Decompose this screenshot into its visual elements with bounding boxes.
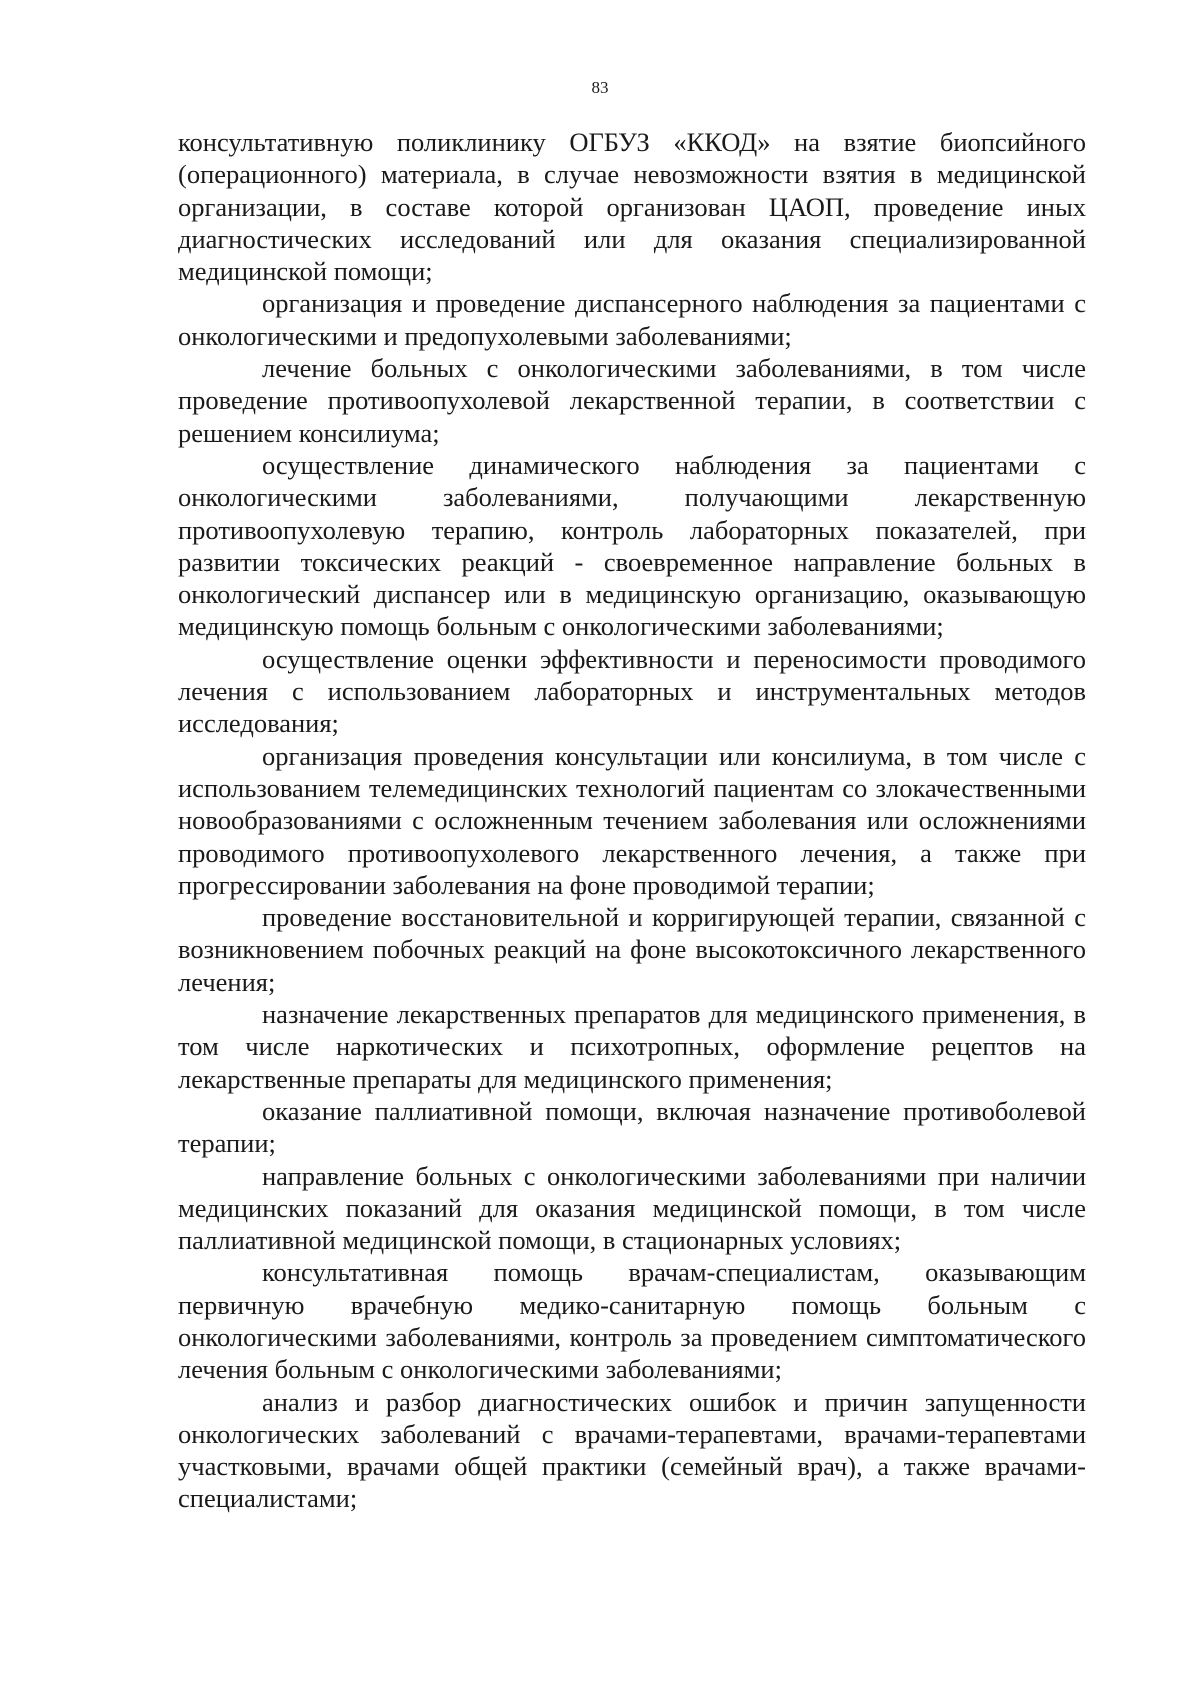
paragraph-12: анализ и разбор диагностических ошибок и причин запущенности онкологических заболеваний с врачами-терапевтами, врачами-терапевтами участковыми, врачами общей практики (семейный врач), а также врачами-специалистами; (178, 1386, 1086, 1514)
paragraph-5: осуществление оценки эффективности и переносимости проводимого лечения с использованием лабораторных и инструментальных методов исследования; (178, 643, 1086, 739)
paragraph-6: организация проведения консультации или консилиума, в том числе с использованием телемедицинских технологий пациентам со злокачественными новообразованиями с осложненным течением заболевания или осложнениями проводимого противоопухолевого лекарственного лечения, а также при прогрессировании заболевания на фоне проводимой терапии; (178, 740, 1086, 900)
page-number: 83 (591, 78, 609, 97)
paragraph-11: консультативная помощь врачам-специалистам, оказывающим первичную врачебную медико-санитарную помощь больным с онкологическими заболеваниями, контроль за проведением симптоматического лечения больным с онкологическими заболеваниями; (178, 1257, 1086, 1385)
document-body (178, 126, 1086, 1515)
paragraph-1: консультативную поликлинику ОГБУЗ «ККОД» на взятие биопсийного (операционного) материала, в случае невозможности взятия в медицинской организации, в составе которой организован ЦАОП, проведение иных диагностических исследований или для оказания специализированной медицинской помощи; (178, 127, 1086, 287)
paragraph-4: осуществление динамического наблюдения за пациентами с онкологическими заболеваниями, получающими лекарственную противоопухолевую терапию, контроль лабораторных показателей, при развитии токсических реакций - своевременное направление больных в онкологический диспансер или в медицинскую организацию, оказывающую медицинскую помощь больным с онкологическими заболеваниями; (178, 449, 1086, 642)
paragraph-9: оказание паллиативной помощи, включая назначение противоболевой терапии; (178, 1095, 1086, 1159)
paragraph-8: назначение лекарственных препаратов для медицинского применения, в том числе наркотических и психотропных, оформление рецептов на лекарственные препараты для медицинского применения; (178, 999, 1086, 1094)
paragraph-3: лечение больных с онкологическими заболеваниями, в том числе проведение противоопухолевой лекарственной терапии, в соответствии с решением консилиума; (178, 353, 1086, 448)
paragraph-2: организация и проведение диспансерного наблюдения за пациентами с онкологическими и предопухолевыми заболеваниями; (178, 288, 1086, 351)
paragraph-10: направление больных с онкологическими заболеваниями при наличии медицинских показаний для оказания медицинской помощи, в том числе паллиативной медицинской помощи, в стационарных условиях; (178, 1160, 1086, 1256)
paragraph-7: проведение восстановительной и корригирующей терапии, связанной с возникновением побочных реакций на фоне высокотоксичного лекарственного лечения; (178, 902, 1086, 997)
